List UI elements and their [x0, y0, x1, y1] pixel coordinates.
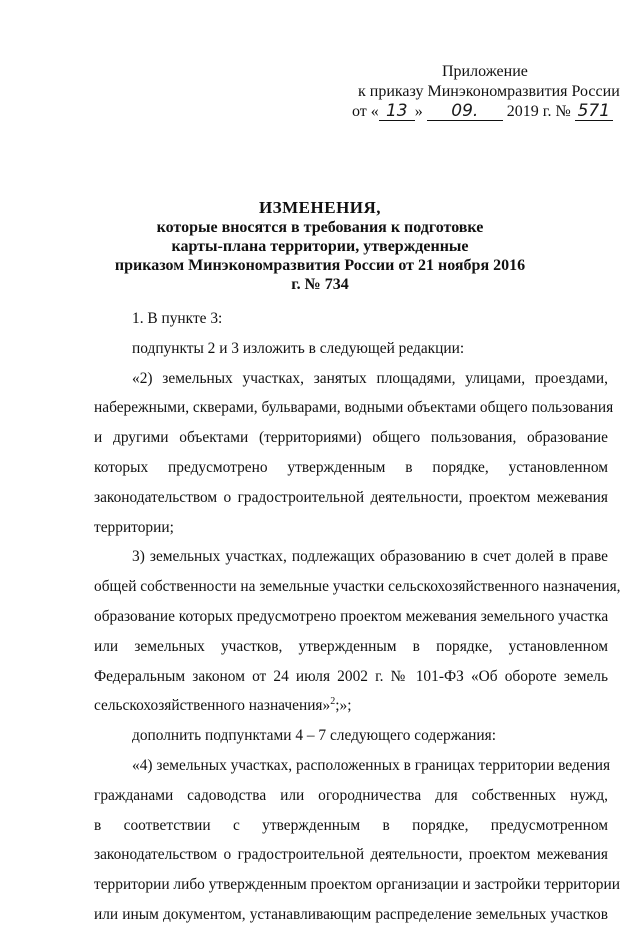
- body-line: образование которых предусмотрено проектом межевания земельного участка: [94, 607, 609, 625]
- title-line-2: которые вносятся в требования к подготовке: [156, 219, 484, 236]
- title-line-3: карты-плана территории, утвержденные: [171, 238, 469, 255]
- body-line: законодательством о градостроительной деятельности, проектом межевания: [94, 846, 608, 864]
- title-line-4: приказом Минэкономразвития России от 21 ноября 2016 г. № 734: [114, 257, 526, 293]
- body-line: «4) земельных участках, расположенных в границах территории ведения: [132, 756, 611, 774]
- body-line: гражданами садоводства или огородничества для собственных нужд,: [94, 786, 608, 804]
- title-main: ИЗМЕНЕНИЯ,: [258, 198, 382, 217]
- appendix-header: [352, 62, 622, 122]
- date-close-quote: »: [414, 103, 423, 120]
- body-line: общей собственности на земельные участки сельскохозяйственного назначения,: [94, 578, 621, 596]
- body-text: сельскохозяйственного назначения»: [94, 697, 331, 715]
- body-line: дополнить подпунктами 4 – 7 следующего содержания:: [132, 727, 497, 745]
- document-title: [110, 198, 530, 294]
- body-line: в соответствии с утвержденным в порядке, предусмотренном: [94, 816, 608, 834]
- document-body: [94, 304, 621, 930]
- appendix-label: Приложение: [442, 63, 528, 80]
- body-line: набережными, скверами, бульварами, водными объектами общего пользования: [94, 399, 614, 417]
- body-line: территории либо утвержденным проектом организации и застройки территории: [94, 876, 620, 894]
- appendix-date-line: [352, 102, 622, 122]
- handwritten-day: 13: [379, 102, 415, 121]
- body-text: ;»;: [335, 697, 352, 715]
- appendix-order-ref: к приказу Минэкономразвития России: [358, 83, 620, 100]
- body-line: 1. В пункте 3:: [132, 310, 223, 327]
- footnote-marker: 2: [330, 696, 336, 708]
- handwritten-month: 09.: [427, 102, 503, 121]
- body-line: и другими объектами (территориями) общего пользования, образование: [94, 429, 608, 447]
- body-line: «2) земельных участках, занятых площадями, улицами, проездами,: [132, 369, 608, 387]
- handwritten-order-number: 571: [575, 102, 613, 121]
- body-line: или земельных участков, утвержденным в порядке, установленном: [94, 637, 608, 655]
- date-prefix: от «: [352, 103, 379, 120]
- body-line: Федеральным законом от 24 июля 2002 г. № 101-ФЗ «Об обороте земель: [94, 667, 608, 685]
- body-line: законодательством о градостроительной деятельности, проектом межевания: [94, 488, 608, 506]
- date-year: 2019 г. №: [506, 103, 571, 120]
- body-line: которых предусмотрено утвержденным в порядке, установленном: [94, 458, 608, 476]
- body-line: подпункты 2 и 3 изложить в следующей редакции:: [132, 339, 465, 357]
- body-line: [94, 691, 608, 721]
- body-line: 3) земельных участках, подлежащих образованию в счет долей в праве: [132, 548, 608, 566]
- body-line: или иным документом, устанавливающим распределение земельных участков: [94, 905, 608, 923]
- body-line: территории;: [94, 518, 174, 536]
